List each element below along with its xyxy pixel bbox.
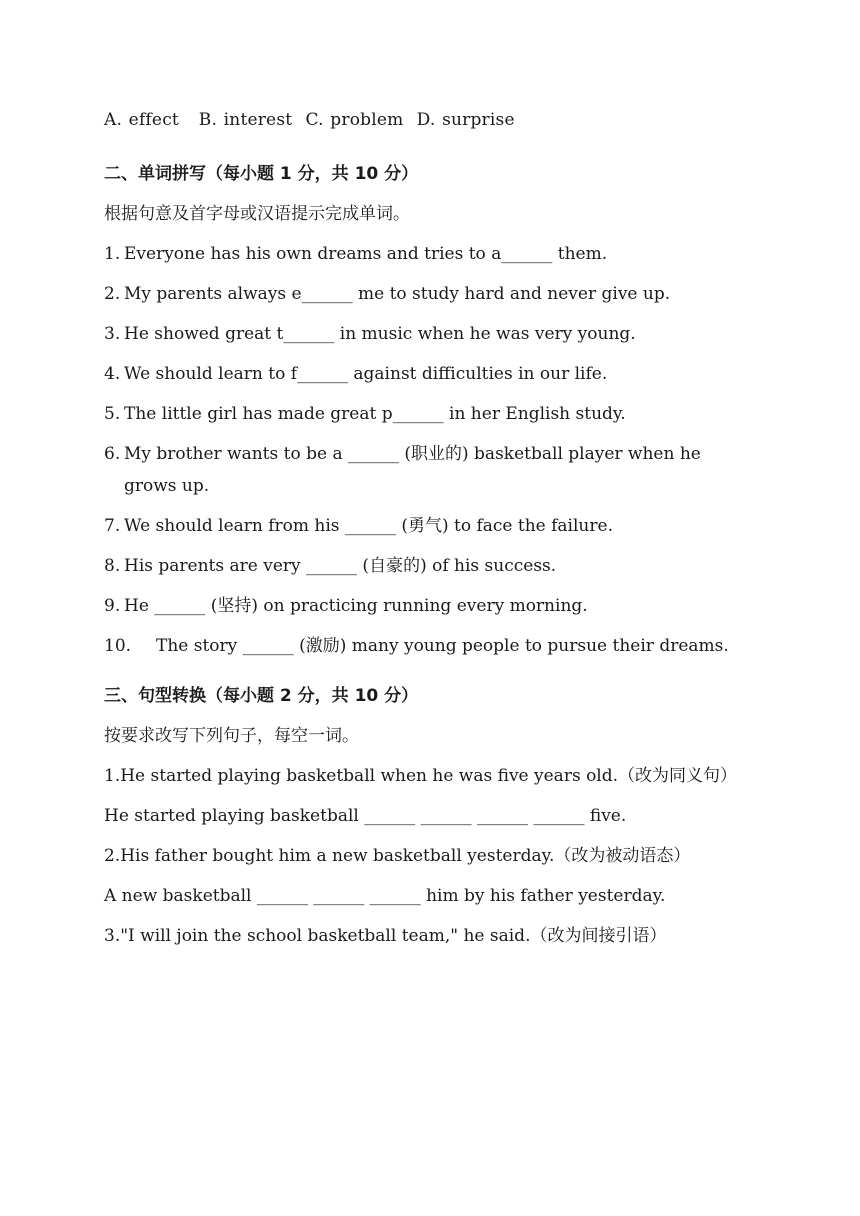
item-text: We should learn from his ______ (勇气) to face the failure. [124,516,613,536]
list-item [104,358,754,390]
item-text: The little girl has made great p______ in her English study. [124,404,626,424]
list-item [104,590,754,622]
answer-line-1: He started playing basketball ______ ______ ______ ______ five. [104,806,627,826]
answer-options: A. effect B. interest C. problem D. surprise [104,110,515,130]
list-item [104,278,754,310]
list-item [104,398,754,430]
item-number: 9. [104,596,121,616]
section3-heading: 三、句型转换（每小题 2 分，共 10 分） [104,686,419,706]
question-2: 2.His father bought him a new basketball yesterday.（改为被动语态） [104,846,691,866]
item-text: We should learn to f______ against difficulties in our life. [124,364,608,384]
item-text: My parents always e______ me to study hard and never give up. [124,284,671,304]
item-number: 2. [104,284,121,304]
list-item [104,318,754,350]
item-number: 8. [104,556,121,576]
list-item [104,550,754,582]
section3-instruction: 按要求改写下列句子，每空一词。 [104,726,359,746]
item-number: 10. [104,636,132,656]
question-3: 3."I will join the school basketball team," he said.（改为间接引语） [104,926,667,946]
item-text: Everyone has his own dreams and tries to a______ them. [124,244,608,264]
section2-instruction: 根据句意及首字母或汉语提示完成单词。 [104,204,410,224]
item-number: 5. [104,404,121,424]
list-item [104,630,754,662]
item-text: My brother wants to be a ______ (职业的) basketball player when he grows up. [124,444,701,496]
item-text: His parents are very ______ (自豪的) of his success. [124,556,557,576]
list-item [104,510,754,542]
item-number: 6. [104,444,121,464]
item-number: 3. [104,324,121,344]
item-number: 4. [104,364,121,384]
section2-heading: 二、单词拼写（每小题 1 分，共 10 分） [104,164,419,184]
list-item [104,238,754,270]
question-1: 1.He started playing basketball when he was five years old.（改为同义句） [104,766,738,786]
answer-line-2: A new basketball ______ ______ ______ him by his father yesterday. [104,886,666,906]
list-item [104,438,754,502]
item-number: 7. [104,516,121,536]
item-text: He showed great t______ in music when he was very young. [124,324,636,344]
section2-list [104,238,754,662]
item-number: 1. [104,244,121,264]
worksheet-page [104,104,754,960]
item-text: The story ______ (激励) many young people to pursue their dreams. [156,636,729,656]
item-text: He ______ (坚持) on practicing running every morning. [124,596,588,616]
